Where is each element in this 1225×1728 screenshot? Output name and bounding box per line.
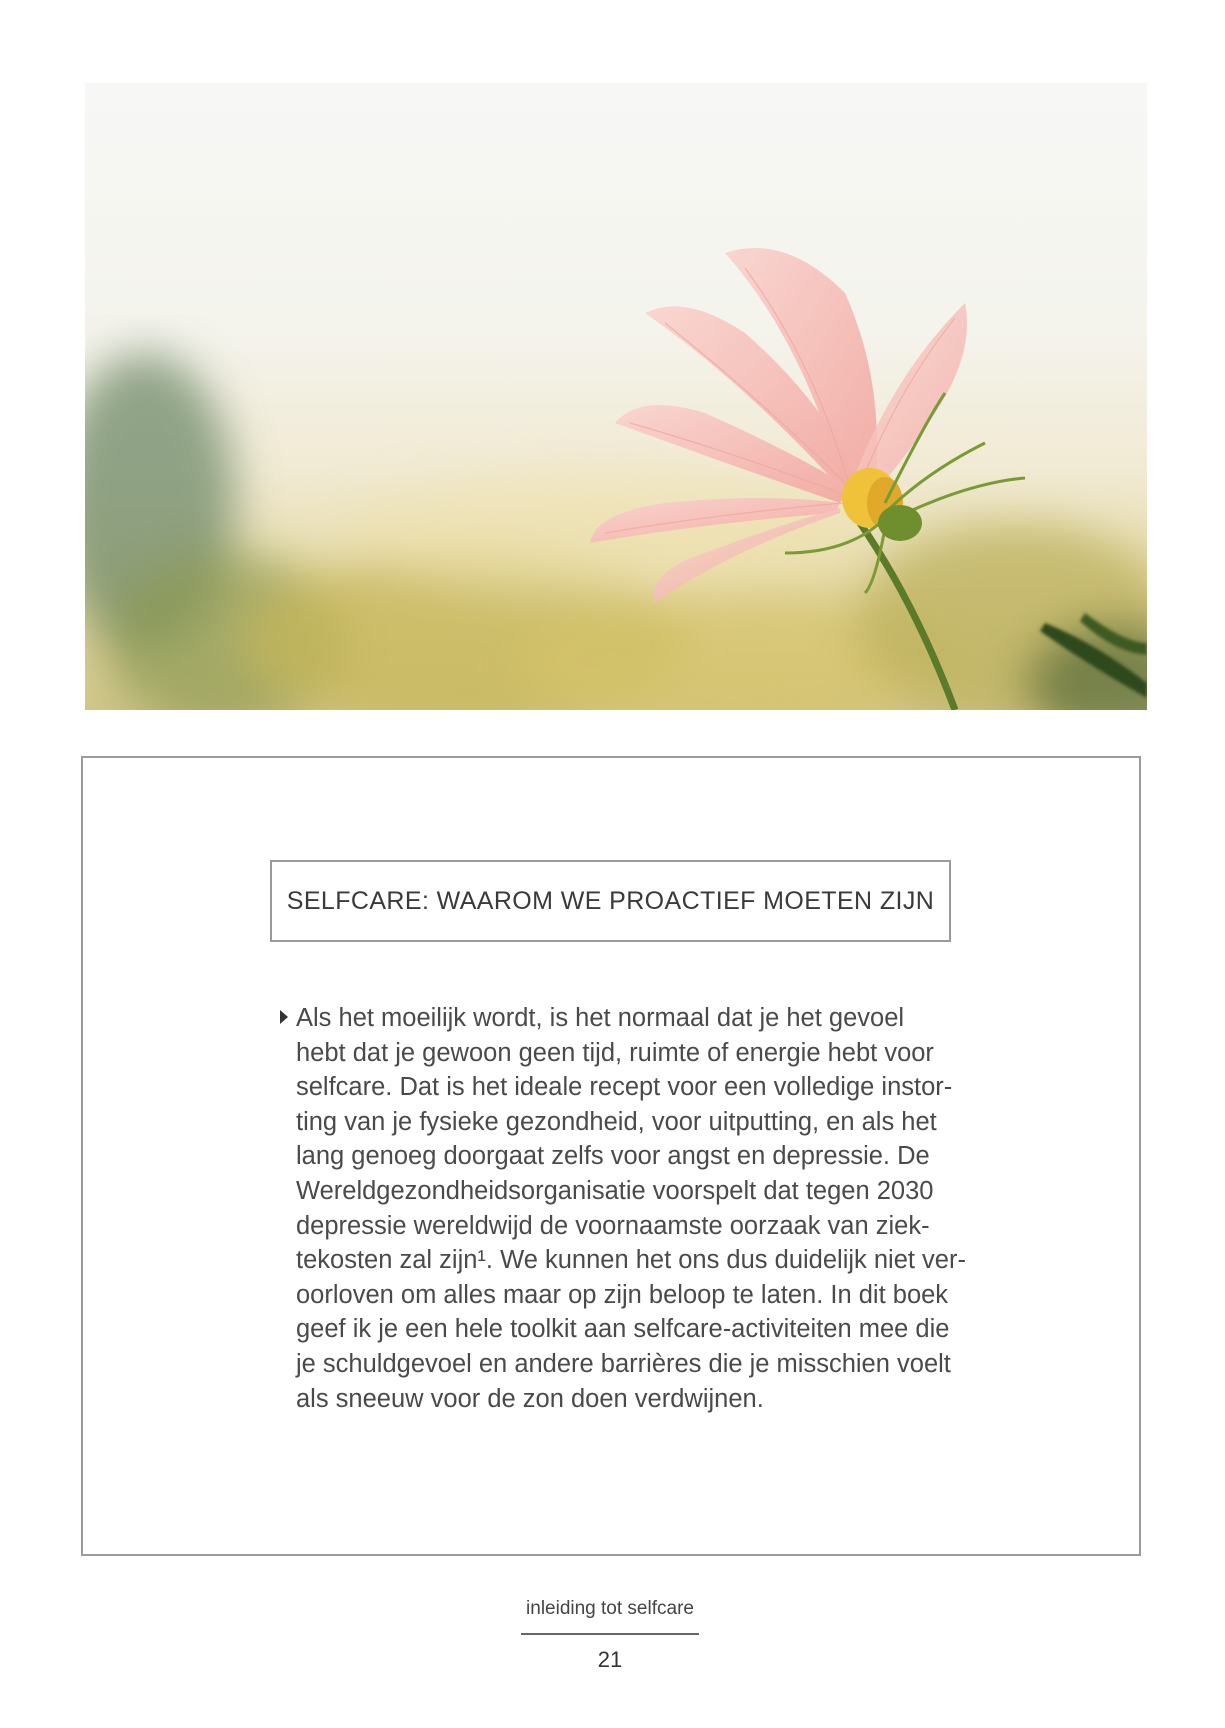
body-line: tekosten zal zijn¹. We kunnen het ons dus duidelijk niet ver-: [296, 1246, 966, 1275]
body-line: geef ik je een hele toolkit aan selfcare-activiteiten mee die: [296, 1315, 950, 1344]
body-line: ting van je fysieke gezondheid, voor uitputting, en als het: [296, 1107, 937, 1136]
footer-section-label: inleiding tot selfcare: [526, 1598, 694, 1619]
footer-divider: [521, 1633, 699, 1635]
body-line: lang genoeg doorgaat zelfs voor angst en depressie. De: [296, 1142, 930, 1171]
body-line: Wereldgezondheidsorganisatie voorspelt dat tegen 2030: [296, 1176, 934, 1205]
body-line: depressie wereldwijd de voornaamste oorzaak van ziek-: [296, 1211, 930, 1240]
body-line: selfcare. Dat is het ideale recept voor een volledige instor-: [296, 1073, 953, 1102]
body-line: als sneeuw voor de zon doen verdwijnen.: [296, 1384, 764, 1413]
body-paragraph: [296, 1001, 966, 1416]
page-number: 21: [597, 1647, 623, 1672]
body-line: Als het moeilijk wordt, is het normaal dat je het gevoel: [296, 1004, 905, 1032]
bullet-arrow-icon: [280, 1010, 288, 1024]
section-heading: [270, 860, 951, 942]
flower-illustration: [85, 83, 1147, 710]
body-line: hebt dat je gewoon geen tijd, ruimte of energie hebt voor: [296, 1038, 934, 1067]
body-line: oorloven om alles maar op zijn beloop te laten. In dit boek: [296, 1280, 949, 1309]
section-heading-text: SELFCARE: WAAROM WE PROACTIEF MOETEN ZIJN: [286, 886, 935, 915]
body-line: je schuldgevoel en andere barrières die je misschien voelt: [296, 1349, 951, 1378]
cover-photo: [85, 83, 1147, 710]
